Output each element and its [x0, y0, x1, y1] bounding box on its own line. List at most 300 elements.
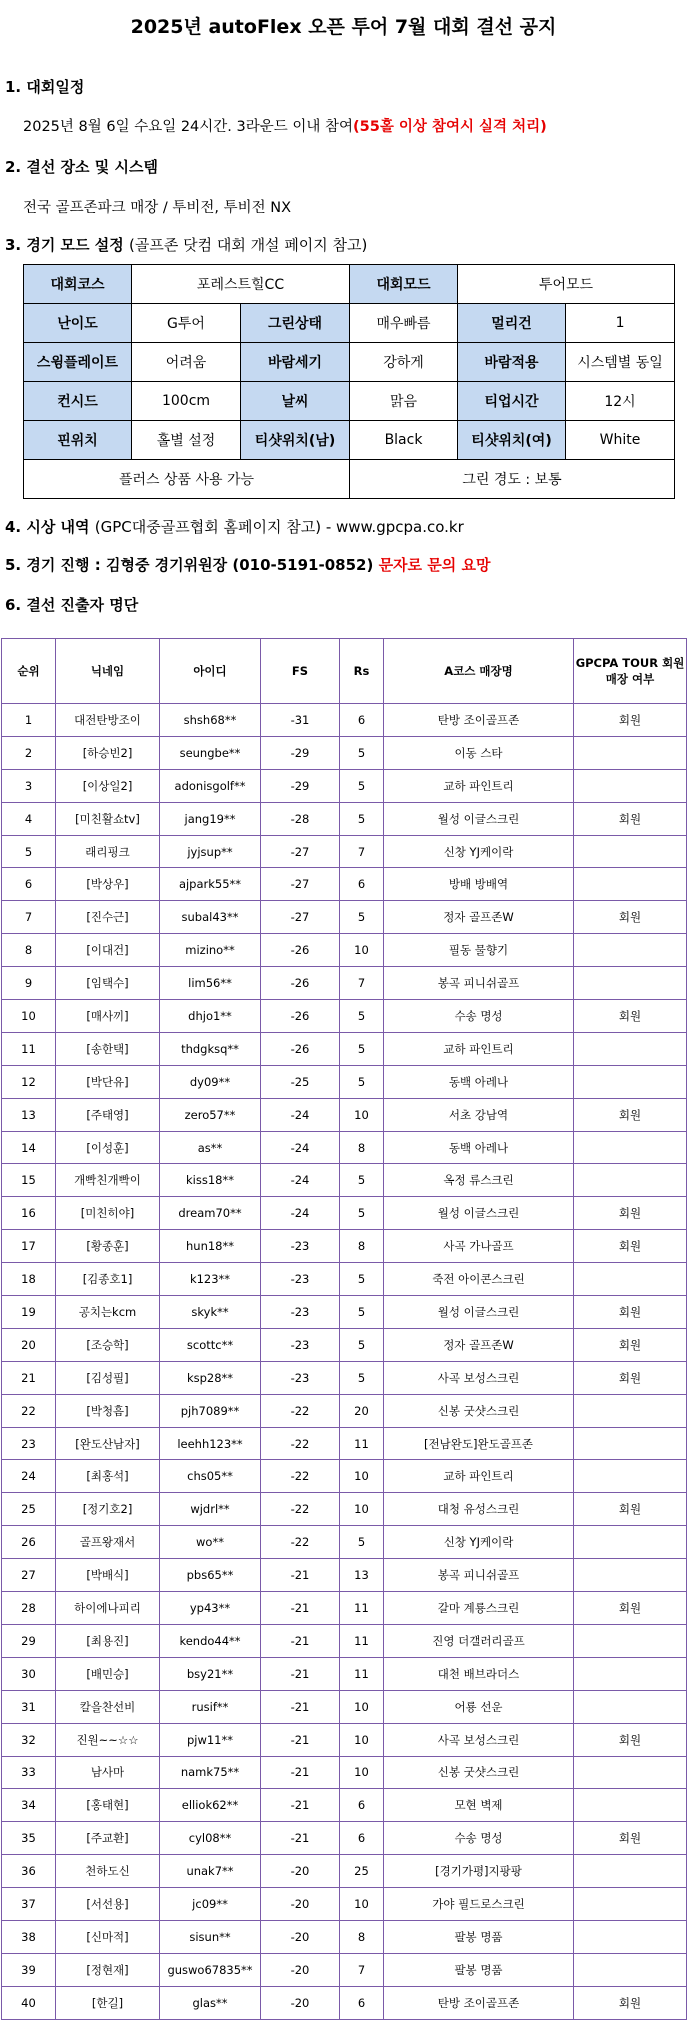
- store-cell: [경기가평]지팡팡: [384, 1855, 574, 1888]
- id-cell: jyjsup**: [160, 835, 261, 868]
- fs-cell: -28: [261, 802, 340, 835]
- fs-cell: -21: [261, 1624, 340, 1657]
- rank-cell: 11: [2, 1032, 56, 1065]
- rs-cell: 5: [340, 769, 384, 802]
- fs-cell: -29: [261, 736, 340, 769]
- table-row: [2, 1098, 687, 1131]
- id-cell: subal43**: [160, 901, 261, 934]
- section-contact-heading: [5, 554, 490, 575]
- id-cell: chs05**: [160, 1460, 261, 1493]
- difficulty-value: G투어: [132, 304, 241, 343]
- nickname-cell: [조승학]: [56, 1328, 160, 1361]
- mode-heading-note: (골프존 닷컴 대회 개설 페이지 참고): [128, 236, 368, 254]
- member-cell: 회원: [574, 901, 687, 934]
- rs-cell: 11: [340, 1657, 384, 1690]
- member-cell: [574, 1427, 687, 1460]
- rs-cell: 7: [340, 835, 384, 868]
- member-cell: [574, 967, 687, 1000]
- id-cell: bsy21**: [160, 1657, 261, 1690]
- rank-cell: 33: [2, 1756, 56, 1789]
- rank-cell: 3: [2, 769, 56, 802]
- store-cell: 사곡 보성스크린: [384, 1723, 574, 1756]
- swing-label: 스윙플레이트: [24, 343, 132, 382]
- nickname-cell: [서선용]: [56, 1888, 160, 1921]
- rs-cell: 10: [340, 934, 384, 967]
- nickname-cell: [송한택]: [56, 1032, 160, 1065]
- member-cell: [574, 1065, 687, 1098]
- store-cell: 신봉 굿샷스크린: [384, 1756, 574, 1789]
- rank-cell: 4: [2, 802, 56, 835]
- rank-cell: 23: [2, 1427, 56, 1460]
- fs-cell: -25: [261, 1065, 340, 1098]
- table-row: [2, 704, 687, 737]
- nickname-cell: [정기호2]: [56, 1493, 160, 1526]
- rs-cell: 8: [340, 1131, 384, 1164]
- member-cell: 회원: [574, 1822, 687, 1855]
- rank-cell: 16: [2, 1197, 56, 1230]
- table-row: [2, 1197, 687, 1230]
- rank-cell: 17: [2, 1230, 56, 1263]
- id-cell: hun18**: [160, 1230, 261, 1263]
- rs-cell: 5: [340, 1296, 384, 1329]
- member-cell: 회원: [574, 1361, 687, 1394]
- rs-cell: 8: [340, 1920, 384, 1953]
- nickname-cell: [최용진]: [56, 1624, 160, 1657]
- rank-cell: 28: [2, 1592, 56, 1625]
- id-cell: zero57**: [160, 1098, 261, 1131]
- store-cell: 교하 파인트리: [384, 1460, 574, 1493]
- member-cell: [574, 1394, 687, 1427]
- nickname-cell: [미친히야]: [56, 1197, 160, 1230]
- rank-cell: 27: [2, 1559, 56, 1592]
- fs-cell: -31: [261, 704, 340, 737]
- member-cell: 회원: [574, 1230, 687, 1263]
- store-cell: 정자 골프존W: [384, 1328, 574, 1361]
- store-cell: 필동 물향기: [384, 934, 574, 967]
- store-cell: 가야 필드로스크린: [384, 1888, 574, 1921]
- section-venue-heading: 2. 결선 장소 및 시스템: [5, 158, 158, 176]
- schedule-date: 2025년 8월 6일 수요일 24시간. 3라운드 이내 참여: [23, 119, 354, 135]
- rank-cell: 10: [2, 1000, 56, 1033]
- id-cell: k123**: [160, 1263, 261, 1296]
- course-value: 포레스트힐CC: [132, 265, 350, 304]
- member-cell: [574, 934, 687, 967]
- id-cell: dream70**: [160, 1197, 261, 1230]
- store-cell: 죽전 아이콘스크린: [384, 1263, 574, 1296]
- member-cell: [574, 1032, 687, 1065]
- member-cell: 회원: [574, 1197, 687, 1230]
- rank-cell: 34: [2, 1789, 56, 1822]
- id-cell: dy09**: [160, 1065, 261, 1098]
- fs-cell: -29: [261, 769, 340, 802]
- rs-cell: 10: [340, 1098, 384, 1131]
- mode-row: [24, 421, 675, 460]
- nickname-cell: [완도산남자]: [56, 1427, 160, 1460]
- fs-cell: -22: [261, 1460, 340, 1493]
- member-cell: [574, 1559, 687, 1592]
- nickname-cell: 남사마: [56, 1756, 160, 1789]
- mode-row: [24, 460, 675, 499]
- member-cell: [574, 1888, 687, 1921]
- nickname-cell: [매사끼]: [56, 1000, 160, 1033]
- fs-cell: -23: [261, 1361, 340, 1394]
- table-row: [2, 835, 687, 868]
- table-row: [2, 1690, 687, 1723]
- rs-cell: 11: [340, 1624, 384, 1657]
- nickname-cell: 칼을찬선비: [56, 1690, 160, 1723]
- rs-cell: 5: [340, 1000, 384, 1033]
- fs-cell: -26: [261, 1032, 340, 1065]
- id-cell: pbs65**: [160, 1559, 261, 1592]
- tee-women-label: 티샷위치(여): [458, 421, 566, 460]
- member-cell: [574, 736, 687, 769]
- store-cell: 모현 벽제: [384, 1789, 574, 1822]
- contact-heading-text: 5. 경기 진행 : 김형중 경기위원장 (010-5191-0852): [5, 556, 374, 574]
- nickname-cell: [배민승]: [56, 1657, 160, 1690]
- member-cell: [574, 1690, 687, 1723]
- mode-row: [24, 304, 675, 343]
- game-mode-table: [23, 264, 675, 499]
- member-cell: [574, 769, 687, 802]
- rank-cell: 25: [2, 1493, 56, 1526]
- mode-row: [24, 343, 675, 382]
- store-cell: 봉곡 피니쉬골프: [384, 967, 574, 1000]
- section-mode-heading: [5, 234, 367, 255]
- nickname-cell: [미친활쇼tv]: [56, 802, 160, 835]
- rank-cell: 1: [2, 704, 56, 737]
- rs-cell: 6: [340, 704, 384, 737]
- header-member: GPCPA TOUR 회원 매장 여부: [574, 639, 687, 704]
- fs-cell: -27: [261, 901, 340, 934]
- fs-cell: -22: [261, 1493, 340, 1526]
- fs-cell: -21: [261, 1592, 340, 1625]
- table-row: [2, 1657, 687, 1690]
- nickname-cell: [한길]: [56, 1986, 160, 2019]
- nickname-cell: [주태영]: [56, 1098, 160, 1131]
- rank-cell: 35: [2, 1822, 56, 1855]
- store-cell: 사곡 가나골프: [384, 1230, 574, 1263]
- nickname-cell: 대전탄방조이: [56, 704, 160, 737]
- member-cell: 회원: [574, 1592, 687, 1625]
- mode-row: [24, 382, 675, 421]
- nickname-cell: 진원~~☆☆: [56, 1723, 160, 1756]
- fs-cell: -23: [261, 1296, 340, 1329]
- table-row: [2, 1263, 687, 1296]
- member-cell: [574, 1263, 687, 1296]
- table-row: [2, 736, 687, 769]
- table-row: [2, 1953, 687, 1986]
- table-row: [2, 1394, 687, 1427]
- id-cell: cyl08**: [160, 1822, 261, 1855]
- nickname-cell: [황종훈]: [56, 1230, 160, 1263]
- store-cell: 동백 아레나: [384, 1065, 574, 1098]
- mode-heading-text: 3. 경기 모드 설정: [5, 236, 124, 254]
- member-cell: [574, 1526, 687, 1559]
- store-cell: 팔봉 명품: [384, 1920, 574, 1953]
- header-id: 아이디: [160, 639, 261, 704]
- fs-cell: -21: [261, 1657, 340, 1690]
- store-cell: 탄방 조이골프존: [384, 1986, 574, 2019]
- header-rank: 순위: [2, 639, 56, 704]
- rs-cell: 10: [340, 1460, 384, 1493]
- prize-heading-note: (GPC대중골프협회 홈페이지 참고) - www.gpcpa.co.kr: [94, 518, 464, 536]
- store-cell: 정자 골프존W: [384, 901, 574, 934]
- member-cell: [574, 1460, 687, 1493]
- rs-cell: 25: [340, 1855, 384, 1888]
- nickname-cell: 천하도신: [56, 1855, 160, 1888]
- table-row: [2, 1493, 687, 1526]
- id-cell: guswo67835**: [160, 1953, 261, 1986]
- fs-cell: -24: [261, 1164, 340, 1197]
- store-cell: 갈마 계룡스크린: [384, 1592, 574, 1625]
- concede-value: 100cm: [132, 382, 241, 421]
- rs-cell: 5: [340, 1164, 384, 1197]
- nickname-cell: [이대건]: [56, 934, 160, 967]
- rank-cell: 26: [2, 1526, 56, 1559]
- rank-cell: 21: [2, 1361, 56, 1394]
- wind-label: 바람세기: [241, 343, 350, 382]
- member-cell: [574, 1657, 687, 1690]
- rank-cell: 40: [2, 1986, 56, 2019]
- member-cell: [574, 1920, 687, 1953]
- header-nickname: 닉네임: [56, 639, 160, 704]
- swing-value: 어려움: [132, 343, 241, 382]
- member-cell: 회원: [574, 1493, 687, 1526]
- table-row: [2, 934, 687, 967]
- store-cell: 진영 더갤러리골프: [384, 1624, 574, 1657]
- id-cell: pjh7089**: [160, 1394, 261, 1427]
- rank-cell: 5: [2, 835, 56, 868]
- rank-cell: 15: [2, 1164, 56, 1197]
- member-cell: 회원: [574, 1098, 687, 1131]
- table-row: [2, 1065, 687, 1098]
- fs-cell: -20: [261, 1888, 340, 1921]
- rs-cell: 6: [340, 1789, 384, 1822]
- rank-cell: 38: [2, 1920, 56, 1953]
- id-cell: kendo44**: [160, 1624, 261, 1657]
- rs-cell: 10: [340, 1690, 384, 1723]
- store-cell: 봉곡 피니쉬골프: [384, 1559, 574, 1592]
- table-header-row: [2, 639, 687, 704]
- rank-cell: 20: [2, 1328, 56, 1361]
- rank-cell: 14: [2, 1131, 56, 1164]
- rs-cell: 6: [340, 1822, 384, 1855]
- store-cell: 이동 스타: [384, 736, 574, 769]
- store-cell: 방배 방배역: [384, 868, 574, 901]
- store-cell: 대청 유성스크린: [384, 1493, 574, 1526]
- plus-item-note: 플러스 상품 사용 가능: [24, 460, 350, 499]
- table-row: [2, 868, 687, 901]
- table-row: [2, 1460, 687, 1493]
- section-finalists-heading: 6. 결선 진출자 명단: [5, 596, 139, 614]
- section-prize-heading: [5, 516, 464, 537]
- id-cell: yp43**: [160, 1592, 261, 1625]
- fs-cell: -21: [261, 1559, 340, 1592]
- member-cell: [574, 1953, 687, 1986]
- store-cell: 서초 강남역: [384, 1098, 574, 1131]
- nickname-cell: [박상우]: [56, 868, 160, 901]
- rs-cell: 5: [340, 1263, 384, 1296]
- pin-label: 핀위치: [24, 421, 132, 460]
- member-cell: 회원: [574, 1986, 687, 2019]
- table-row: [2, 967, 687, 1000]
- id-cell: unak7**: [160, 1855, 261, 1888]
- nickname-cell: 하이에나피리: [56, 1592, 160, 1625]
- wind-apply-value: 시스템별 동일: [566, 343, 675, 382]
- header-fs: FS: [261, 639, 340, 704]
- member-cell: 회원: [574, 802, 687, 835]
- rank-cell: 37: [2, 1888, 56, 1921]
- fs-cell: -23: [261, 1263, 340, 1296]
- nickname-cell: 공치는kcm: [56, 1296, 160, 1329]
- rs-cell: 5: [340, 1065, 384, 1098]
- id-cell: thdgksq**: [160, 1032, 261, 1065]
- nickname-cell: [정현재]: [56, 1953, 160, 1986]
- rs-cell: 7: [340, 1953, 384, 1986]
- table-row: [2, 802, 687, 835]
- member-cell: [574, 1164, 687, 1197]
- nickname-cell: [김종호1]: [56, 1263, 160, 1296]
- table-row: [2, 1888, 687, 1921]
- id-cell: scottc**: [160, 1328, 261, 1361]
- mode-value: 투어모드: [458, 265, 675, 304]
- id-cell: rusif**: [160, 1690, 261, 1723]
- nickname-cell: [진수근]: [56, 901, 160, 934]
- id-cell: glas**: [160, 1986, 261, 2019]
- table-row: [2, 1624, 687, 1657]
- pin-value: 홀별 설정: [132, 421, 241, 460]
- rank-cell: 6: [2, 868, 56, 901]
- id-cell: dhjo1**: [160, 1000, 261, 1033]
- table-row: [2, 1789, 687, 1822]
- nickname-cell: [김성필]: [56, 1361, 160, 1394]
- fs-cell: -20: [261, 1953, 340, 1986]
- member-cell: 회원: [574, 704, 687, 737]
- table-row: [2, 1756, 687, 1789]
- table-row: [2, 901, 687, 934]
- fs-cell: -21: [261, 1690, 340, 1723]
- table-row: [2, 1427, 687, 1460]
- table-row: [2, 1822, 687, 1855]
- table-row: [2, 1230, 687, 1263]
- id-cell: pjw11**: [160, 1723, 261, 1756]
- rank-cell: 29: [2, 1624, 56, 1657]
- table-row: [2, 1296, 687, 1329]
- rs-cell: 10: [340, 1756, 384, 1789]
- id-cell: wo**: [160, 1526, 261, 1559]
- wind-value: 강하게: [350, 343, 458, 382]
- nickname-cell: [주교환]: [56, 1822, 160, 1855]
- table-row: [2, 1000, 687, 1033]
- member-cell: 회원: [574, 1328, 687, 1361]
- member-cell: [574, 1624, 687, 1657]
- id-cell: shsh68**: [160, 704, 261, 737]
- fs-cell: -26: [261, 934, 340, 967]
- green-label: 그린상태: [241, 304, 350, 343]
- id-cell: seungbe**: [160, 736, 261, 769]
- table-row: [2, 1592, 687, 1625]
- fs-cell: -21: [261, 1756, 340, 1789]
- fs-cell: -27: [261, 868, 340, 901]
- table-row: [2, 1131, 687, 1164]
- fs-cell: -24: [261, 1197, 340, 1230]
- table-row: [2, 1328, 687, 1361]
- rank-cell: 39: [2, 1953, 56, 1986]
- table-row: [2, 1723, 687, 1756]
- table-row: [2, 769, 687, 802]
- rs-cell: 5: [340, 901, 384, 934]
- rank-cell: 30: [2, 1657, 56, 1690]
- member-cell: 회원: [574, 1296, 687, 1329]
- mode-row: [24, 265, 675, 304]
- nickname-cell: [이성훈]: [56, 1131, 160, 1164]
- fs-cell: -23: [261, 1230, 340, 1263]
- nickname-cell: [이상일2]: [56, 769, 160, 802]
- store-cell: [전남완도]완도골프존: [384, 1427, 574, 1460]
- rs-cell: 5: [340, 1361, 384, 1394]
- rs-cell: 7: [340, 967, 384, 1000]
- weather-label: 날씨: [241, 382, 350, 421]
- member-cell: [574, 868, 687, 901]
- rank-cell: 22: [2, 1394, 56, 1427]
- fs-cell: -21: [261, 1723, 340, 1756]
- id-cell: sisun**: [160, 1920, 261, 1953]
- rs-cell: 5: [340, 1032, 384, 1065]
- prize-heading-text: 4. 시상 내역: [5, 518, 90, 536]
- rank-cell: 36: [2, 1855, 56, 1888]
- finalists-table-body: [2, 704, 687, 2020]
- mode-label: 대회모드: [350, 265, 458, 304]
- member-cell: [574, 835, 687, 868]
- fs-cell: -24: [261, 1098, 340, 1131]
- id-cell: adonisgolf**: [160, 769, 261, 802]
- fs-cell: -27: [261, 835, 340, 868]
- rs-cell: 10: [340, 1888, 384, 1921]
- green-hardness-note: 그린 경도 : 보통: [350, 460, 675, 499]
- store-cell: 월성 이글스크린: [384, 1197, 574, 1230]
- id-cell: as**: [160, 1131, 261, 1164]
- nickname-cell: [신마적]: [56, 1920, 160, 1953]
- nickname-cell: 골프왕재서: [56, 1526, 160, 1559]
- nickname-cell: [박청흠]: [56, 1394, 160, 1427]
- fs-cell: -23: [261, 1328, 340, 1361]
- nickname-cell: [박단유]: [56, 1065, 160, 1098]
- difficulty-label: 난이도: [24, 304, 132, 343]
- store-cell: 교하 파인트리: [384, 769, 574, 802]
- tee-men-label: 티샷위치(남): [241, 421, 350, 460]
- rs-cell: 5: [340, 1526, 384, 1559]
- fs-cell: -26: [261, 967, 340, 1000]
- store-cell: 교하 파인트리: [384, 1032, 574, 1065]
- id-cell: wjdrl**: [160, 1493, 261, 1526]
- id-cell: kiss18**: [160, 1164, 261, 1197]
- schedule-warning: (55홀 이상 참여시 실격 처리): [353, 119, 547, 135]
- id-cell: ajpark55**: [160, 868, 261, 901]
- nickname-cell: [임택수]: [56, 967, 160, 1000]
- id-cell: skyk**: [160, 1296, 261, 1329]
- tee-women-value: White: [566, 421, 675, 460]
- contact-note: 문자로 문의 요망: [378, 556, 491, 574]
- id-cell: jc09**: [160, 1888, 261, 1921]
- nickname-cell: 래리핑크: [56, 835, 160, 868]
- rs-cell: 13: [340, 1559, 384, 1592]
- nickname-cell: [박배식]: [56, 1559, 160, 1592]
- nickname-cell: [홍태현]: [56, 1789, 160, 1822]
- fs-cell: -22: [261, 1427, 340, 1460]
- fs-cell: -21: [261, 1789, 340, 1822]
- fs-cell: -22: [261, 1394, 340, 1427]
- rs-cell: 5: [340, 1328, 384, 1361]
